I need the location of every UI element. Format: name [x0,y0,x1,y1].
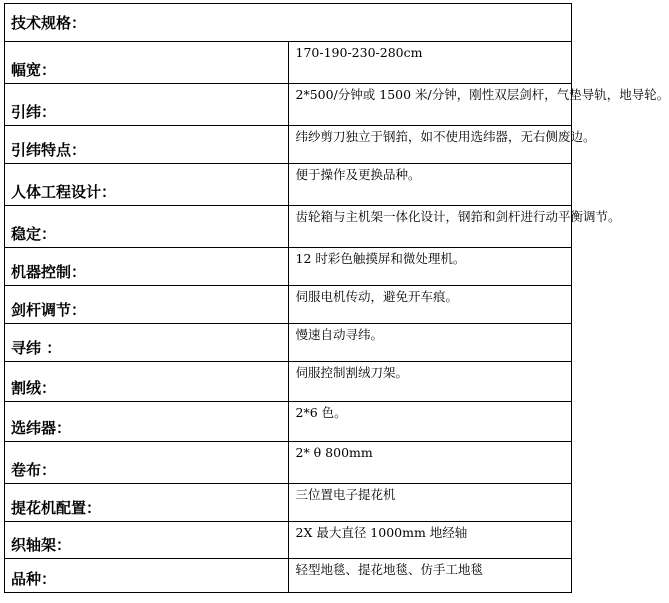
row-value: 轻型地毯、提花地毯、仿手工地毯 [288,559,572,593]
row-value: 纬纱剪刀独立于钢筘，如不使用选纬器，无右侧废边。 [288,126,572,164]
row-value: 2*500/分钟或 1500 米/分钟，刚性双层剑杆，气垫导轨，地导轮。 [288,84,572,126]
row-value: 2* θ 800mm [288,442,572,484]
table-row [5,559,572,593]
table-row [5,484,572,522]
row-value: 便于操作及更换品种。 [288,164,572,206]
row-value: 齿轮箱与主机架一体化设计，钢筘和剑杆进行动平衡调节。 [288,206,572,248]
row-value: 慢速自动寻纬。 [288,324,572,362]
row-value: 2*6 色。 [288,402,572,442]
table-row [5,84,572,126]
row-value: 三位置电子提花机 [288,484,572,522]
row-label: 选纬器： [5,402,289,442]
row-label: 割绒： [5,362,289,402]
row-label: 织轴架： [5,522,289,559]
row-label: 稳定： [5,206,289,248]
row-value: 170-190-230-280cm [288,42,572,84]
row-label: 卷布： [5,442,289,484]
spec-table [4,3,669,593]
table-row [5,442,572,484]
row-label: 提花机配置： [5,484,289,522]
table-row [5,248,572,286]
row-label: 品种： [5,559,289,593]
table-row [5,286,572,324]
table-row [5,126,572,164]
row-label: 寻纬 ： [5,324,289,362]
table-row [5,402,572,442]
table-row [5,324,572,362]
table-row [5,206,572,248]
row-value: 伺服电机传动，避免开车痕。 [288,286,572,324]
row-value: 12 时彩色触摸屏和微处理机。 [288,248,572,286]
table-row [5,522,572,559]
table-row [5,42,572,84]
row-label: 幅宽： [5,42,289,84]
table-title: 技术规格： [5,4,572,42]
title-row [5,4,572,42]
table-row [5,362,572,402]
row-value: 2X 最大直径 1000mm 地经轴 [288,522,572,559]
table-row [5,164,572,206]
row-value: 伺服控制割绒刀架。 [288,362,572,402]
row-label: 人体工程设计： [5,164,289,206]
row-label: 剑杆调节： [5,286,289,324]
row-label: 引纬： [5,84,289,126]
row-label: 机器控制： [5,248,289,286]
row-label: 引纬特点： [5,126,289,164]
